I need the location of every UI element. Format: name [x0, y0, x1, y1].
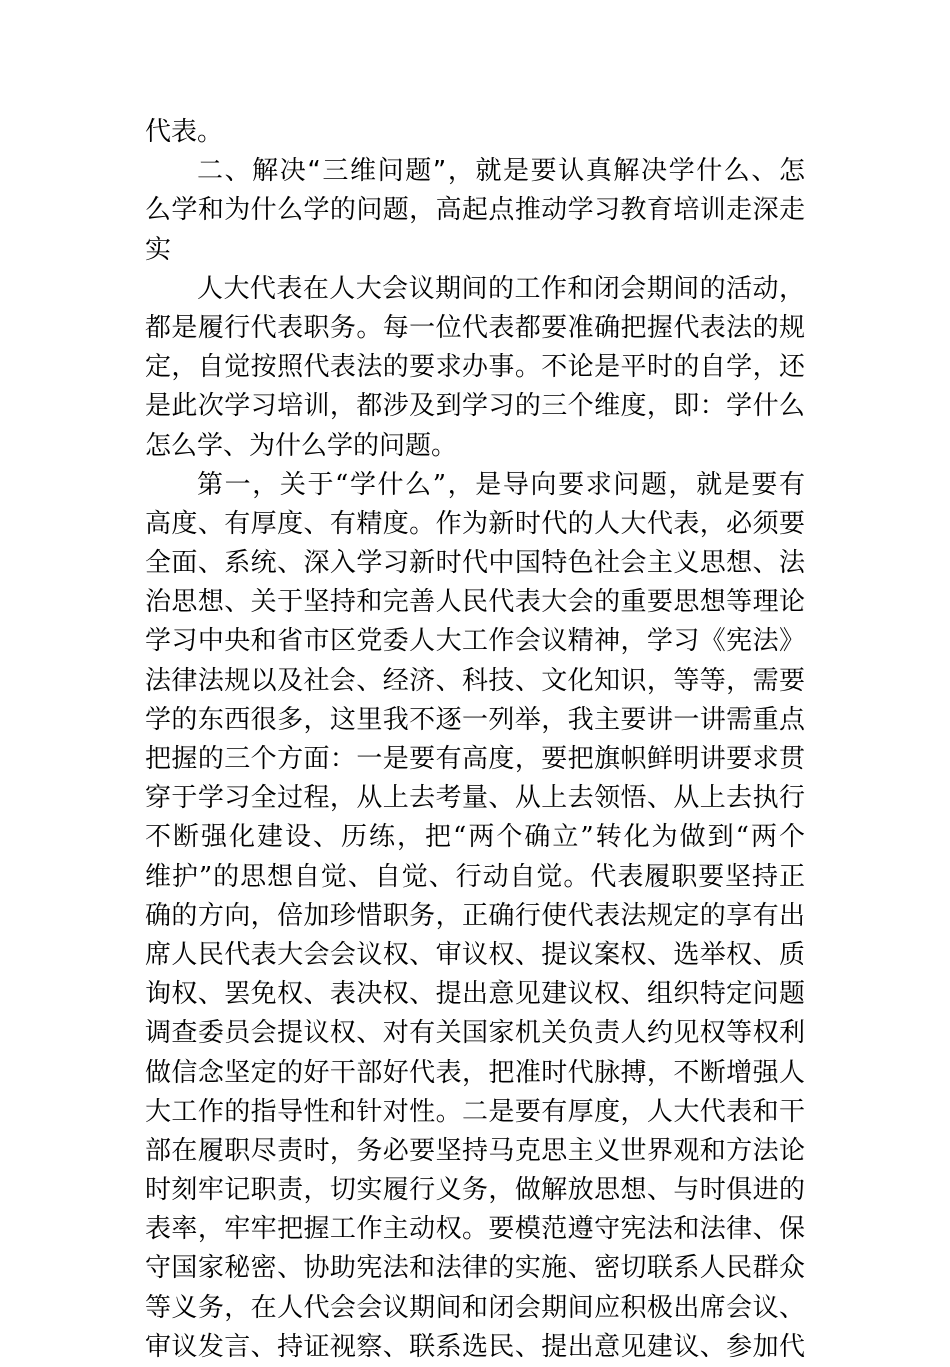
paragraph-line: 是此次学习培训，都涉及到学习的三个维度，即：学什么	[145, 391, 805, 422]
paragraph-line: 维护”的思想自觉、自觉、行动自觉。代表履职要坚持正	[145, 861, 805, 892]
paragraph-line: 定，自觉按照代表法的要求办事。不论是平时的自学，还	[145, 352, 805, 383]
paragraph-line: 等义务，在人代会会议期间和闭会期间应积极出席会议、	[145, 1292, 805, 1323]
paragraph-line: 审议发言、持证视察、联系选民、提出意见建议、参加代	[145, 1331, 805, 1362]
paragraph-line: 人大代表在人大会议期间的工作和闭会期间的活动，	[197, 273, 805, 304]
paragraph-line: 大工作的指导性和针对性。二是要有厚度，人大代表和干	[145, 1096, 805, 1127]
paragraph-line: 学的东西很多，这里我不逐一列举，我主要讲一讲需重点	[145, 704, 805, 735]
heading-line: 二、解决“三维问题”，就是要认真解决学什么、怎	[197, 156, 805, 187]
paragraph-line: 穿于学习全过程，从上去考量、从上去领悟、从上去执行	[145, 783, 805, 814]
paragraph-line: 守国家秘密、协助宪法和法律的实施、密切联系人民群众	[145, 1253, 805, 1284]
paragraph-line: 治思想、关于坚持和完善人民代表大会的重要思想等理论	[145, 587, 805, 618]
paragraph-line: 调查委员会提议权、对有关国家机关负责人约见权等权利	[145, 1018, 805, 1049]
paragraph-line: 确的方向，倍加珍惜职务，正确行使代表法规定的享有出	[145, 900, 805, 931]
paragraph-line: 时刻牢记职责，切实履行义务，做解放思想、与时俱进的	[145, 1175, 805, 1206]
paragraph-line: 高度、有厚度、有精度。作为新时代的人大代表，必须要	[145, 508, 805, 539]
paragraph-line: 把握的三个方面：一是要有高度，要把旗帜鲜明讲要求贯	[145, 744, 805, 774]
heading-line: 么学和为什么学的问题，高起点推动学习教育培训走深走	[145, 195, 805, 226]
paragraph-line: 做信念坚定的好干部好代表，把准时代脉搏，不断增强人	[145, 1057, 805, 1088]
paragraph-line: 表率，牢牢把握工作主动权。要模范遵守宪法和法律、保	[145, 1214, 805, 1245]
document-page	[145, 113, 805, 1367]
paragraph-line: 部在履职尽责时，务必要坚持马克思主义世界观和方法论	[145, 1135, 805, 1166]
paragraph-line: 怎么学、为什么学的问题。	[145, 430, 458, 461]
paragraph-line: 法律法规以及社会、经济、科技、文化知识，等等，需要	[145, 665, 805, 696]
paragraph-line: 全面、系统、深入学习新时代中国特色社会主义思想、法	[145, 548, 805, 579]
paragraph-intro	[145, 270, 805, 466]
opening-line: 代表。	[145, 117, 224, 147]
section-heading	[145, 152, 805, 270]
paragraph-line: 不断强化建设、历练，把“两个确立”转化为做到“两个	[145, 822, 805, 853]
paragraph-line: 询权、罢免权、表决权、提出意见建议权、组织特定问题	[145, 979, 805, 1010]
paragraph-line: 第一，关于“学什么”，是导向要求问题，就是要有	[197, 469, 805, 500]
paragraph-line: 都是履行代表职务。每一位代表都要准确把握代表法的规	[145, 312, 805, 343]
paragraph-first-point	[145, 466, 805, 1367]
heading-line: 实	[145, 234, 172, 265]
paragraph-line: 学习中央和省市区党委人大工作会议精神，学习《宪法》	[145, 626, 805, 657]
paragraph-line: 席人民代表大会会议权、审议权、提议案权、选举权、质	[145, 939, 805, 970]
